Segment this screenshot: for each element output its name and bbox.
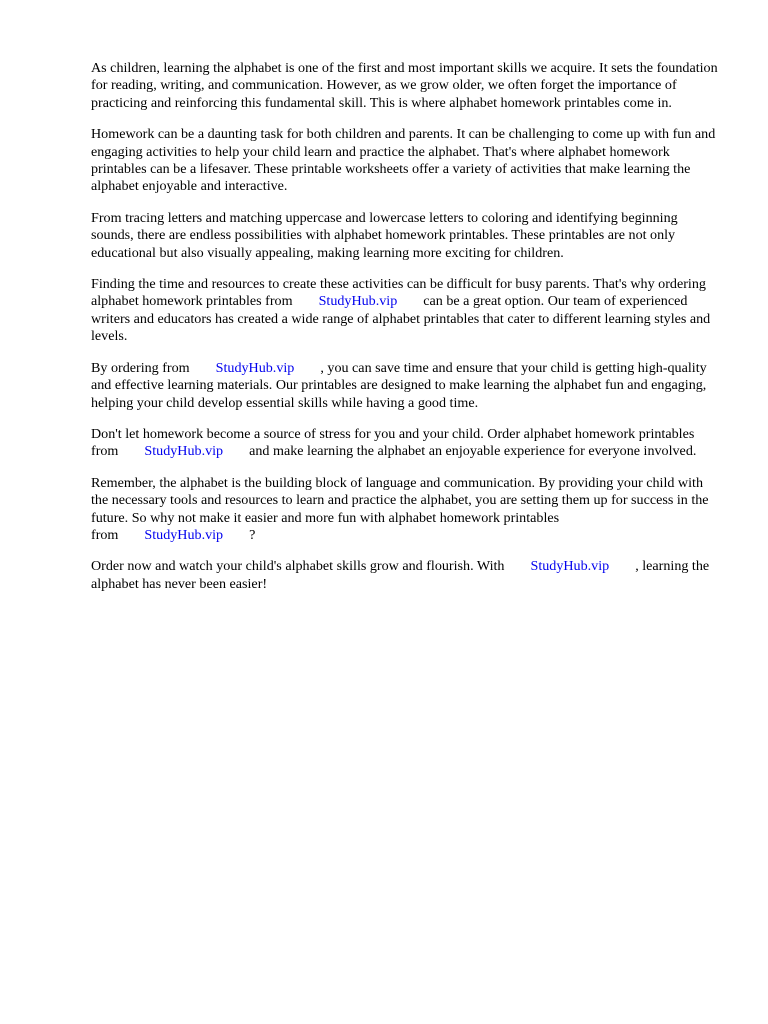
studyhub-link[interactable]: StudyHub.vip	[144, 526, 224, 543]
paragraph-text-before: Order now and watch your child's alphabet skills grow and flourish. With	[91, 558, 505, 575]
studyhub-link[interactable]: StudyHub.vip	[215, 359, 295, 376]
paragraph-stress	[91, 426, 722, 461]
paragraph-text-before: Don't let homework become a source of stress for you and your child. Order alphabet homework printables from	[91, 425, 695, 460]
paragraph-ordering	[91, 276, 722, 346]
paragraph-text-before: Remember, the alphabet is the building block of language and communication. By providing your child with the necessary tools and resources to learn and practice the alphabet, you are setting them up for success in the future. So why not make it easier and more fun with alphabet homework printables from	[91, 474, 709, 543]
paragraph-intro	[91, 60, 722, 112]
paragraph-text-before: By ordering from	[91, 359, 190, 376]
paragraph-text-after: ?	[249, 526, 256, 543]
paragraph-order-now	[91, 558, 722, 593]
studyhub-link[interactable]: StudyHub.vip	[530, 558, 610, 575]
paragraph-save-time	[91, 360, 722, 412]
paragraph-text-after: can be a great option. Our team of experienced writers and educators has created a wide range of alphabet printables that cater to different learning styles and levels.	[91, 293, 711, 345]
studyhub-link[interactable]: StudyHub.vip	[144, 443, 224, 460]
paragraph-homework	[91, 126, 722, 196]
paragraph-text-after: and make learning the alphabet an enjoyable experience for everyone involved.	[249, 443, 697, 460]
paragraph-activities	[91, 210, 722, 262]
studyhub-link[interactable]: StudyHub.vip	[318, 293, 398, 310]
paragraph-text-after: , you can save time and ensure that your child is getting high-quality and effective learning materials. Our printables are designed to make learning the alphabet fun and engaging, helping your child develop essential skills while having a good time.	[91, 359, 707, 411]
paragraph-text-after: , learning the alphabet has never been easier!	[91, 558, 710, 592]
paragraph-text: Homework can be a daunting task for both children and parents. It can be challenging to come up with fun and engaging activities to help your child learn and practice the alphabet. That's where alphabet homework printables can be a lifesaver. These printable worksheets offer a variety of activities that make learning the alphabet enjoyable and interactive.	[91, 126, 716, 195]
paragraph-building-block	[91, 475, 722, 545]
paragraph-text: From tracing letters and matching uppercase and lowercase letters to coloring and identifying beginning sounds, there are endless possibilities with alphabet homework printables. These printables are not only educational but also visually appealing, making learning more exciting for children.	[91, 209, 678, 261]
paragraph-text-before: Finding the time and resources to create these activities can be difficult for busy parents. That's why ordering alphabet homework printables from	[91, 276, 706, 310]
paragraph-text: As children, learning the alphabet is one of the first and most important skills we acquire. It sets the foundation for reading, writing, and communication. However, as we grow older, we often forget the importance of practicing and reinforcing this fundamental skill. This is where alphabet homework printables come in.	[91, 60, 718, 111]
